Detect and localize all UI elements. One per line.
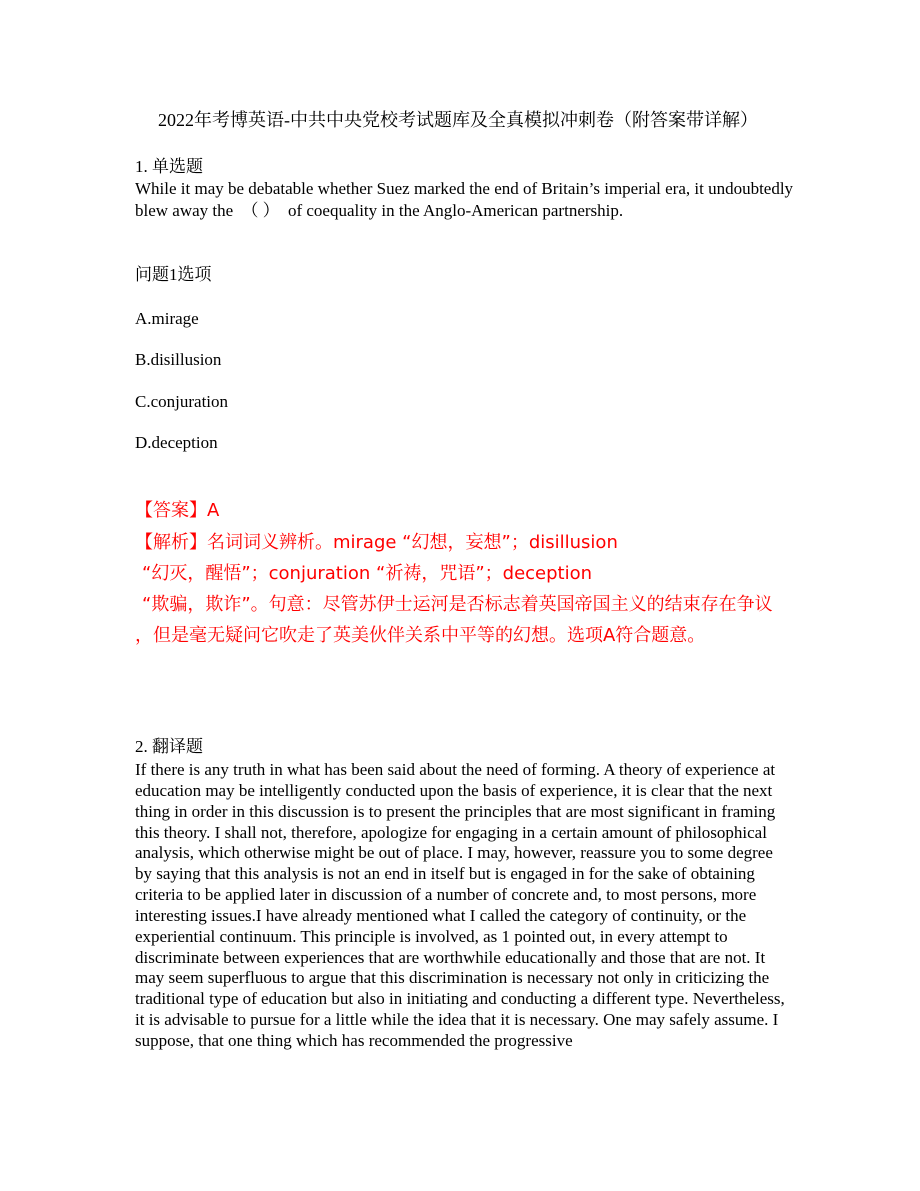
question-1-text bbox=[135, 178, 795, 222]
analysis-line-3: “欺骗，欺诈”。句意：尽管苏伊士运河是否标志着英国帝国主义的结束存在争议 bbox=[142, 594, 773, 615]
option-d: D.deception bbox=[135, 433, 218, 452]
question-1-text-after: of coequality in the Anglo-American partnership. bbox=[287, 201, 624, 220]
option-b: B.disillusion bbox=[135, 350, 222, 369]
analysis-line-4: ，但是毫无疑问它吹走了英美伙伴关系中平等的幻想。选项A符合题意。 bbox=[135, 625, 706, 646]
question-1-text-before: While it may be debatable whether Suez marked the end of Britain’s imperial era, it undoubtedly blew away the bbox=[135, 179, 794, 220]
analysis-line-1: 【解析】名词词义辨析。mirage “幻想，妄想”；disillusion bbox=[135, 532, 618, 553]
document-title: 2022年考博英语-中共中央党校考试题库及全真模拟冲刺卷（附答案带详解） bbox=[158, 110, 758, 130]
question-2-passage: If there is any truth in what has been said about the need of forming. A theory of experience at education may be intelligently conducted upon the basis of experience, it is clear that the next thing in order in this discussion is to present the principles that are most significant in framing this theory. I shall not, therefore, apologize for engaging in a certain amount of philosophical analysis, which otherwise might be out of place. I may, however, reassure you to some degree by saying that this analysis is not an end in itself but is engaged in for the sake of obtaining criteria to be applied later in discussion of a number of concrete and, to most persons, more interesting issues.I have already mentioned what I called the category of continuity, or the experiential continuum. This principle is involved, as 1 pointed out, in every attempt to discriminate between experiences that are worthwhile educationally and those that are not. It may seem superfluous to argue that this discrimination is necessary not only in criticizing the traditional type of education but also in initiating and conducting a different type. Nevertheless, it is advisable to pursue for a little while the idea that it is necessary. One may safely assume. I suppose, that one thing which has recommended the progressive bbox=[135, 760, 785, 1050]
answer-label: 【答案】A bbox=[135, 500, 220, 521]
analysis-line-2: “幻灭，醒悟”；conjuration “祈祷，咒语”；deception bbox=[142, 563, 593, 584]
option-a: A.mirage bbox=[135, 309, 199, 328]
question-1-header: 1. 单选题 bbox=[135, 157, 203, 176]
question-2-header: 2. 翻译题 bbox=[135, 737, 203, 756]
question-1-blank: （ ） bbox=[241, 201, 280, 220]
question-1-options-label: 问题1选项 bbox=[135, 265, 212, 284]
option-c: C.conjuration bbox=[135, 392, 229, 411]
